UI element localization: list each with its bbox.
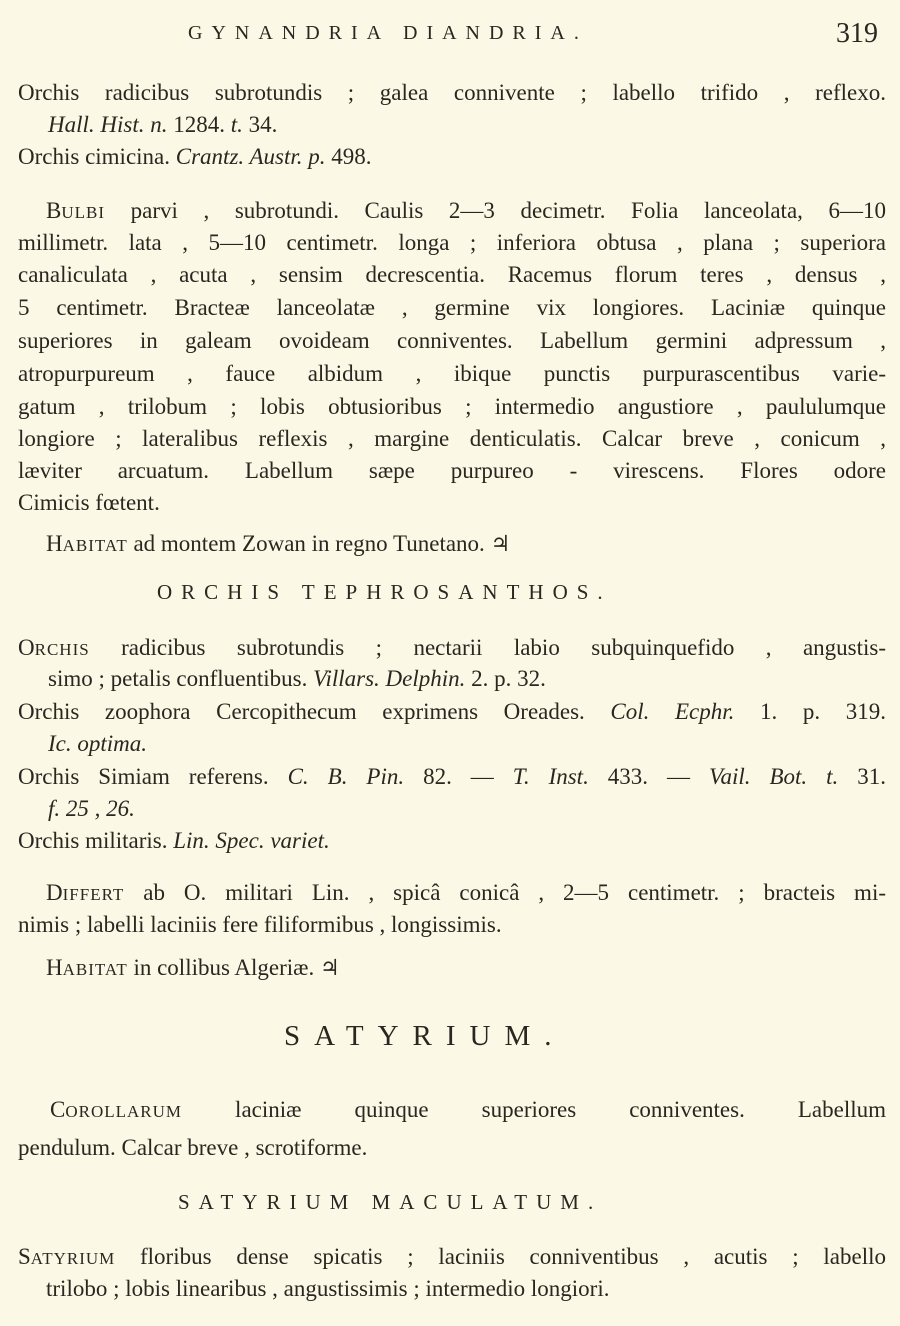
citation-italic: t.: [230, 112, 243, 137]
description-line: læviter arcuatum. Labellum sæpe purpureo - virescens. Flores odore: [18, 458, 886, 483]
description-line: 5 centimetr. Bracteæ lanceolatæ , germine vix longiores. Laciniæ quinque: [18, 295, 886, 320]
synonym-text: radicibus subrotundis ; nectarii labio subquinquefido , angustis-: [89, 635, 886, 660]
citation-italic: Col. Ecphr.: [610, 699, 735, 724]
citation-number: 34.: [242, 112, 278, 137]
citation-number: 2. p. 32.: [465, 666, 546, 691]
small-caps-initial: H: [46, 955, 63, 980]
description-line: superiores in galeam ovoideam conniventes. Labellum germini adpressum ,: [18, 328, 886, 353]
synonym-text: floribus dense spicatis ; laciniis conniventibus , acutis ; labello: [115, 1244, 886, 1269]
genus-title: SATYRIUM.: [284, 1020, 566, 1052]
small-caps-initial: C: [50, 1097, 66, 1122]
citation-italic: C. B. Pin.: [287, 764, 405, 789]
citation-italic: Villars. Delphin.: [313, 666, 466, 691]
genus-description-text: laciniæ quinque superiores conniventes. Labellum: [182, 1097, 886, 1122]
description-line: canaliculata , acuta , sensim decrescentia. Racemus florum teres , densus ,: [18, 262, 886, 287]
description-text: parvi , subrotundi. Caulis 2—3 decimetr. Folia lanceolata, 6—10: [105, 198, 886, 223]
small-caps-initial: H: [46, 531, 63, 556]
species-title: ORCHIS TEPHROSANTHOS.: [157, 580, 612, 604]
small-caps-initial: D: [46, 880, 63, 905]
synonym-line: trilobo ; lobis linearibus , angustissimis ; intermedio longiori.: [46, 1276, 610, 1301]
citation-italic: Vail. Bot. t.: [708, 764, 839, 789]
synonym-line: [18, 633, 886, 665]
synonym-line: [18, 142, 372, 172]
synonym-line: [18, 762, 886, 792]
citation-number: 1. p. 319.: [734, 699, 887, 724]
small-caps-word: ABITAT: [62, 536, 128, 555]
synonym-line: [18, 697, 886, 727]
description-line: Cimicis fœtent.: [18, 490, 160, 515]
small-caps-initial: O: [18, 635, 35, 660]
differt-line: [46, 878, 886, 910]
running-header: GYNANDRIA DIANDRIA.: [188, 22, 588, 44]
synonym-text: simo ; petalis confluentibus.: [48, 666, 314, 691]
small-caps-word: ATYRIUM: [30, 1249, 116, 1268]
description-line: atropurpureum , fauce albidum , ibique punctis purpurascentibus varie-: [18, 361, 886, 386]
synonym-line: Orchis radicibus subrotundis ; galea connivente ; labello trifido , reflexo.: [18, 80, 886, 105]
description-line: longiore ; lateralibus reflexis , margine denticulatis. Calcar breve , conicum ,: [18, 426, 886, 451]
synonym-line: [18, 1242, 886, 1274]
description-line: millimetr. lata , 5—10 centimetr. longa ; inferiora obtusa , plana ; superiora: [18, 230, 886, 255]
synonym-name: Orchis zoophora Cercopithecum exprimens Oreades.: [18, 699, 611, 724]
habitat-text: in collibus Algeriæ.: [127, 955, 321, 980]
synonym-name: Orchis cimicina.: [18, 144, 176, 169]
differt-line: nimis ; labelli laciniis fere filiformibus , longissimis.: [18, 912, 502, 937]
synonym-citation: f. 25 , 26.: [48, 796, 135, 821]
citation-italic: Crantz. Austr. p.: [175, 144, 326, 169]
small-caps-initial: S: [18, 1244, 31, 1269]
citation-italic: Lin. Spec. variet.: [173, 828, 330, 853]
genus-description-line: [50, 1095, 886, 1127]
synonym-citation: Ic. optima.: [48, 731, 148, 756]
small-caps-word: IFFERT: [62, 885, 125, 904]
page-number: 319: [836, 18, 878, 49]
synonym-name: Orchis Simiam referens.: [18, 764, 288, 789]
genus-description-line: pendulum. Calcar breve , scrotiforme.: [18, 1135, 368, 1160]
perennial-symbol-icon: ♃: [320, 955, 340, 980]
small-caps-word: OROLLARUM: [65, 1102, 183, 1121]
synonym-line: [48, 664, 546, 694]
species-title: SATYRIUM MACULATUM.: [178, 1190, 603, 1214]
citation-italic: Hall. Hist. n.: [48, 112, 168, 137]
citation-italic: T. Inst.: [512, 764, 589, 789]
small-caps-initial: B: [46, 198, 62, 223]
small-caps-word: RCHIS: [34, 640, 90, 659]
habitat-line: [46, 529, 510, 561]
perennial-symbol-icon: ♃: [490, 531, 511, 556]
description-line: [46, 196, 886, 228]
citation-number: 82. —: [404, 764, 513, 789]
citation-number: 1284.: [167, 112, 231, 137]
citation-number: 31.: [838, 764, 886, 789]
synonym-citation: [48, 110, 277, 140]
citation-number: 498.: [325, 144, 372, 169]
habitat-line: [46, 953, 340, 985]
small-caps-word: ULBI: [61, 203, 106, 222]
synonym-name: Orchis militaris.: [18, 828, 174, 853]
citation-number: 433. —: [588, 764, 709, 789]
description-line: gatum , trilobum ; lobis obtusioribus ; intermedio angustiore , paululumque: [18, 394, 886, 419]
synonym-line: [18, 826, 330, 856]
small-caps-word: ABITAT: [62, 960, 128, 979]
habitat-text: ad montem Zowan in regno Tunetano.: [127, 531, 491, 556]
differt-text: ab O. militari Lin. , spicâ conicâ , 2—5 centimetr. ; bracteis mi-: [124, 880, 886, 905]
